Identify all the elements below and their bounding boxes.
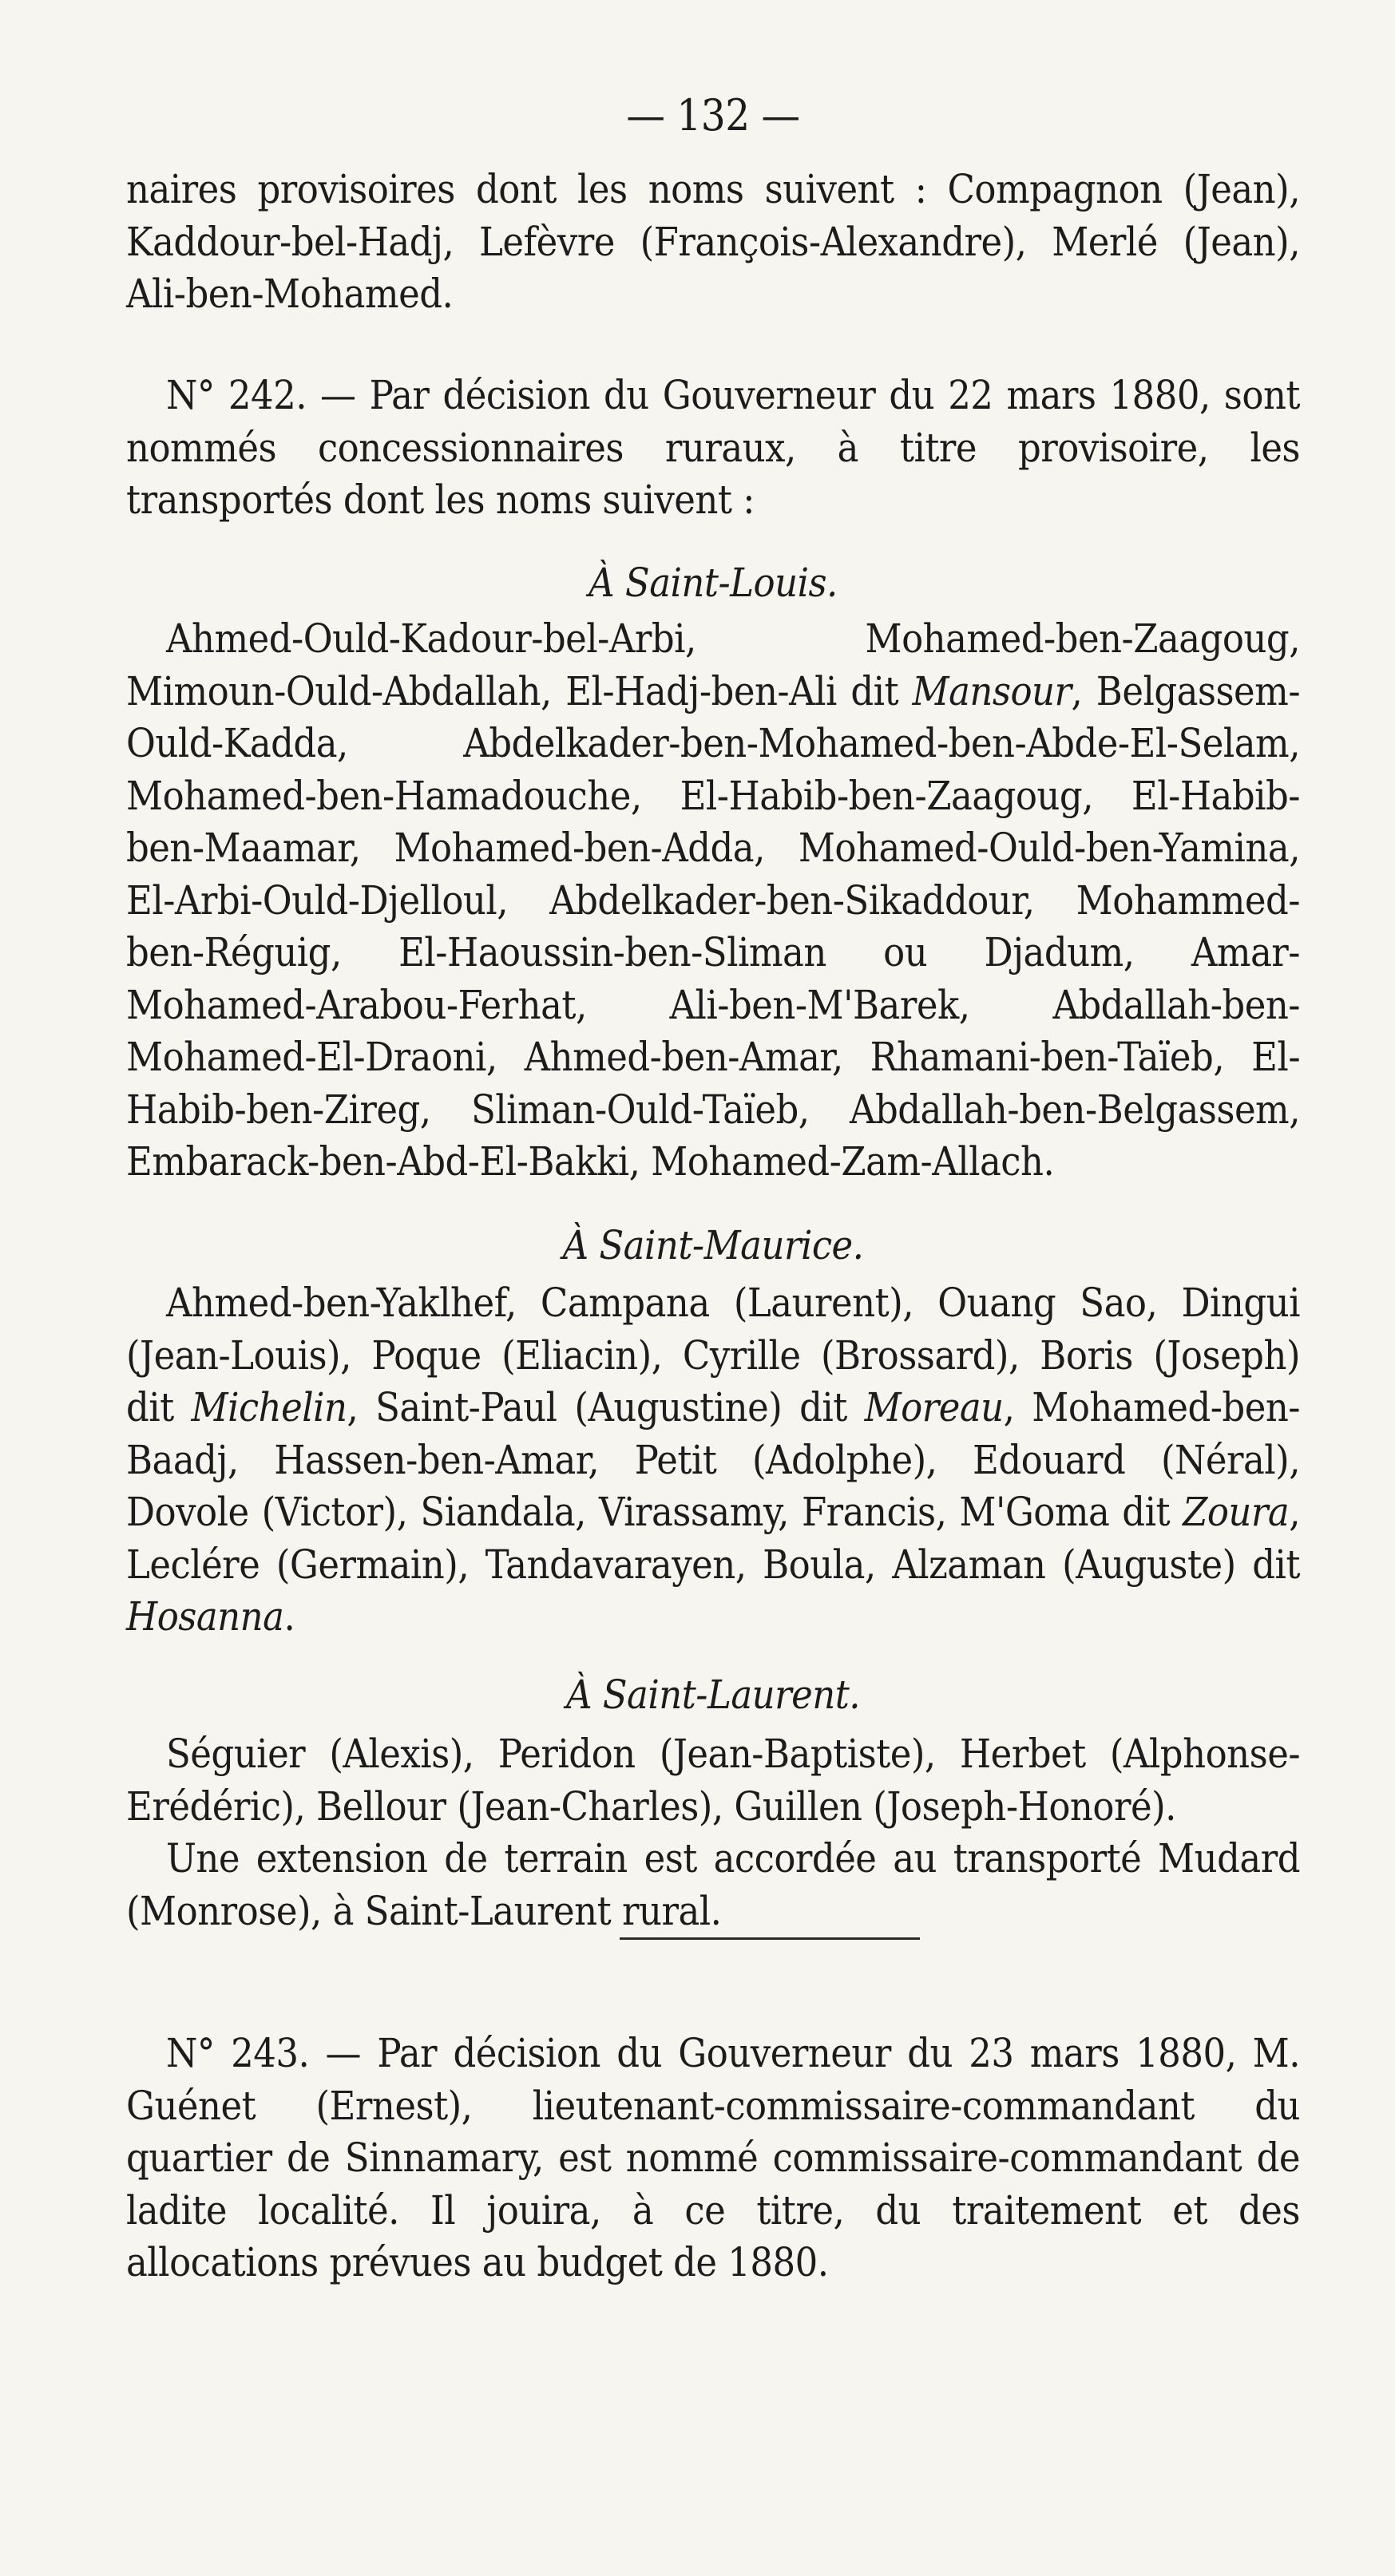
italic-alias: Hosanna [126, 1593, 284, 1640]
heading-saint-maurice: À Saint-Maurice. [562, 1222, 864, 1268]
paragraph-land-extension: Une extension de terrain est accordée au transporté Mudard (Monrose), à Saint-Laurent rural. [126, 1835, 1300, 1934]
text-run: , Mohamed-ben-Baadj, Hassen-ben-Amar, Petit (Adolphe), Edouard (Néral), Dovole (Victor), Siandala, Virassamy, Francis, M'Goma dit [126, 1384, 1300, 1535]
italic-alias: Michelin [191, 1384, 347, 1430]
page-number: — 132 — [626, 90, 800, 140]
text-run: , Saint-Paul (Augustine) dit [347, 1384, 865, 1430]
text-run: , Belgassem-Ould-Kadda, Abdelkader-ben-Mohamed-ben-Abde-El-Selam, Mohamed-ben-Hamadouche, El-Habib-ben-Zaagoug, El-Habib-ben-Maamar, Mohamed-ben-Adda, Mohamed-Ould-ben-Yamina, El-Arbi-Ould-Djelloul, Abdelkader-ben-Sikaddour, Mohammed-ben-Réguig, El-Haoussin-ben-Sliman ou Djadum, Amar-Mohamed-Arabou-Ferhat, Ali-ben-M'Barek, Abdallah-ben-Mohamed-El-Draoni, Ahmed-ben-Amar, Rhamani-ben-Taïeb, El-Habib-ben-Zireg, Sliman-Ould-Taïeb, Abdallah-ben-Belgassem, Embarack-ben-Abd-El-Bakki, Mohamed-Zam-Allach. [126, 667, 1301, 1185]
text-run: , Leclére (Germain), Tandavarayen, Boula, Alzaman (Auguste) dit [126, 1489, 1300, 1588]
text-run: Ahmed-ben-Yaklhef, Campana (Laurent), Ouang Sao, Dingui (Jean-Louis), Poque (Eliacin), Cyrille (Brossard), Boris (Joseph) dit [126, 1280, 1300, 1430]
text-run: Ahmed-Ould-Kadour-bel-Arbi, Mohamed-ben-Zaagoug, Mimoun-Ould-Abdallah, El-Hadj-ben-Ali dit [126, 615, 1300, 714]
italic-alias: Mansour [912, 667, 1072, 714]
paragraph-saint-laurent-list: Séguier (Alexis), Peridon (Jean-Baptiste), Herbet (Alphonse-Erédéric), Bellour (Jean-Charles), Guillen (Joseph-Honoré). [126, 1731, 1300, 1830]
paragraph-decision-243: N° 243. — Par décision du Gouverneur du 23 mars 1880, M. Guénet (Ernest), lieutenant-commissaire-commandant du quartier de Sinnamary, est nommé commissaire-commandant de ladite localité. Il jouira, à ce titre, du traitement et des allocations prévues au budget de 1880. [126, 2030, 1300, 2285]
paragraph-continuation: naires provisoires dont les noms suivent : Compagnon (Jean), Kaddour-bel-Hadj, Lefèvre (François-Alexandre), Merlé (Jean), Ali-ben-Mohamed. [126, 166, 1300, 317]
italic-alias: Moreau [864, 1384, 1004, 1430]
heading-saint-louis: À Saint-Louis. [589, 560, 838, 606]
document-page [126, 0, 1300, 2576]
italic-alias: Zoura [1183, 1489, 1290, 1535]
paragraph-saint-maurice-list [126, 1277, 1300, 1644]
section-divider [620, 1937, 920, 1940]
heading-saint-laurent: À Saint-Laurent. [565, 1672, 861, 1718]
paragraph-decision-242: N° 242. — Par décision du Gouverneur du 22 mars 1880, sont nommés concessionnaires ruraux, à titre provisoire, les transportés dont les noms suivent : [126, 372, 1300, 523]
text-run: . [283, 1593, 295, 1640]
paragraph-saint-louis-list [126, 613, 1300, 1189]
